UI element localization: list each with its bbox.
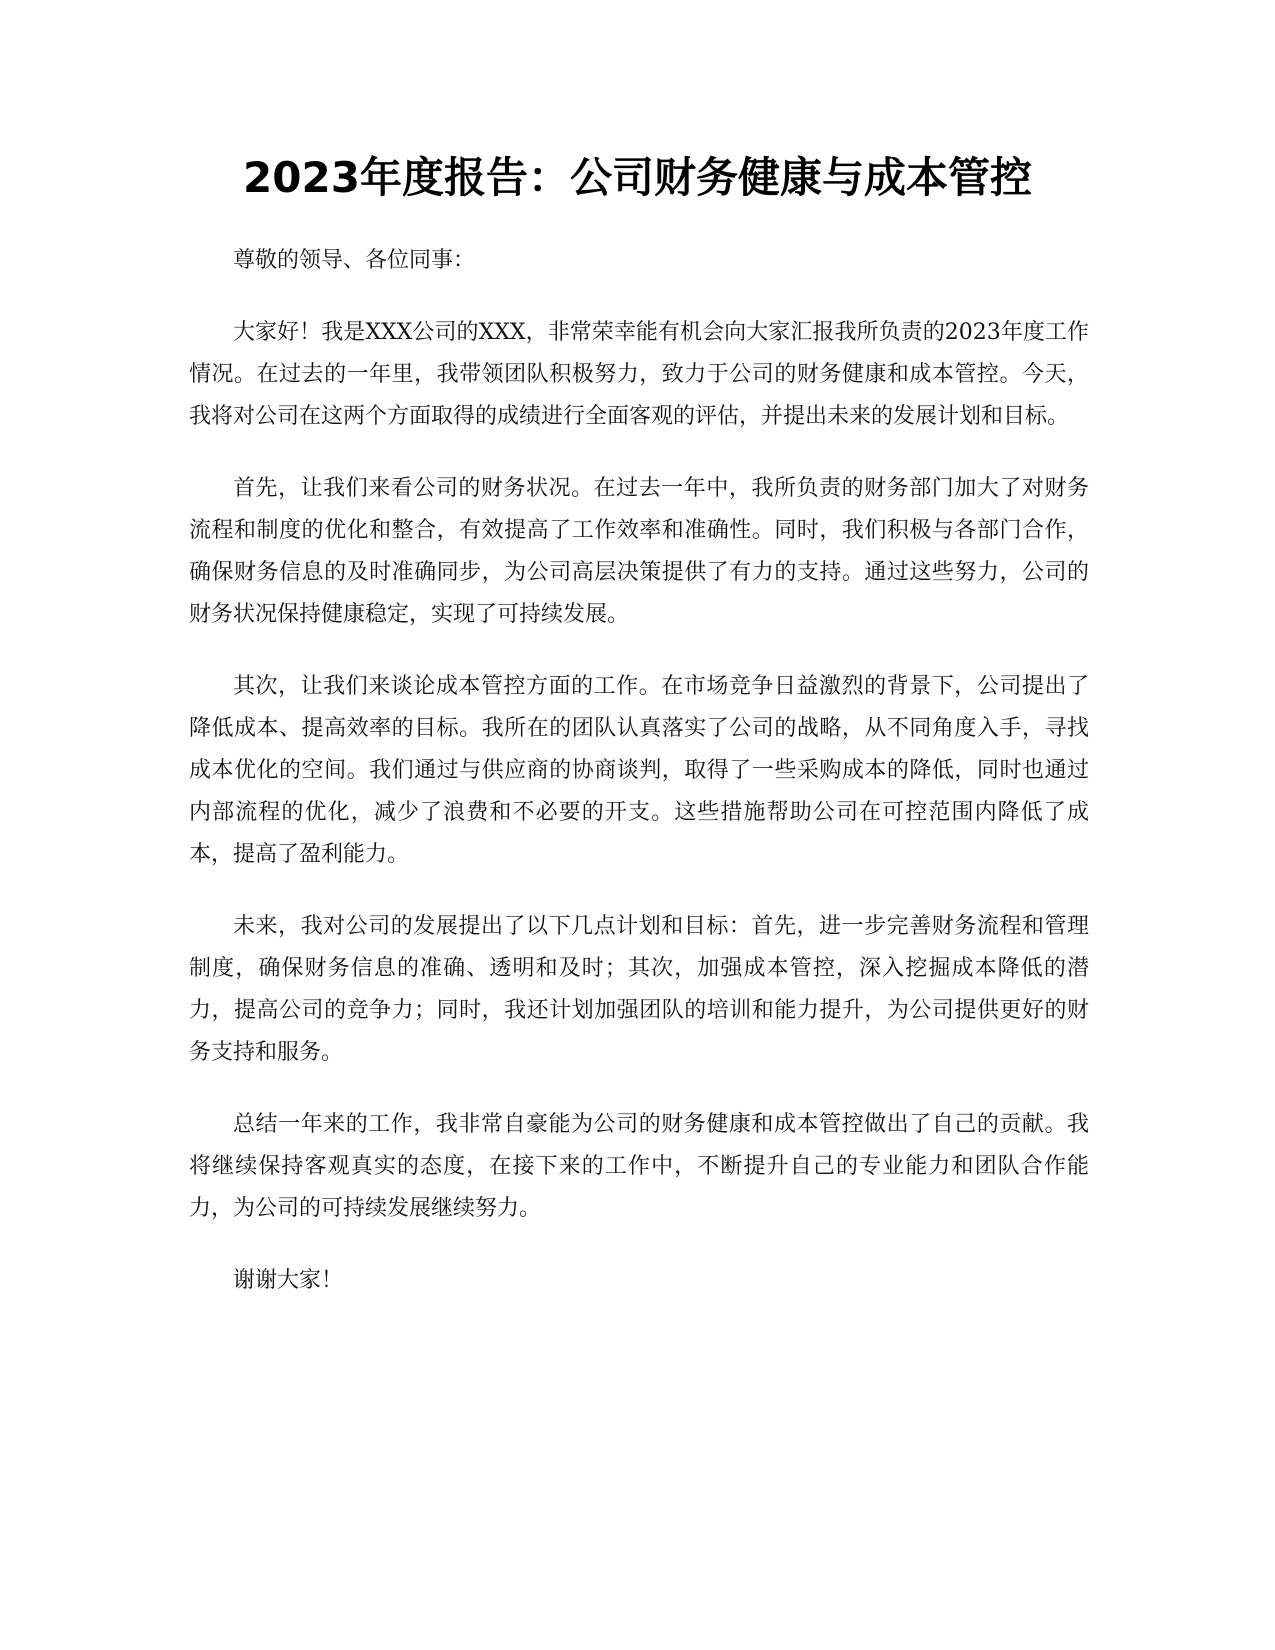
thanks-paragraph: 谢谢大家！ — [233, 1268, 344, 1293]
financial-status-paragraph: 首先，让我们来看公司的财务状况。在过去一年中，我所负责的财务部门加大了对财务流程和制度的优化和整合，有效提高了工作效率和准确性。同时，我们积极与各部门合作，确保财务信息的及时准确同步，为公司高层决策提供了有力的支持。通过这些努力，公司的财务状况保持健康稳定，实现了可持续发展。 — [189, 476, 1089, 627]
cost-control-paragraph: 其次，让我们来谈论成本管控方面的工作。在市场竞争日益激烈的背景下，公司提出了降低成本、提高效率的目标。我所在的团队认真落实了公司的战略，从不同角度入手，寻找成本优化的空间。我们通过与供应商的协商谈判，取得了一些采购成本的降低，同时也通过内部流程的优化，减少了浪费和不必要的开支。这些措施帮助公司在可控范围内降低了成本，提高了盈利能力。 — [189, 674, 1089, 867]
greeting-paragraph: 大家好！我是XXX公司的XXX，非常荣幸能有机会向大家汇报我所负责的2023年度工作情况。在过去的一年里，我带领团队积极努力，致力于公司的财务健康和成本管控。今天，我将对公司在这两个方面取得的成绩进行全面客观的评估，并提出未来的发展计划和目标。 — [189, 320, 1089, 429]
document-body — [189, 240, 1089, 1332]
salutation-paragraph: 尊敬的领导、各位同事： — [233, 248, 476, 273]
future-plan-paragraph: 未来，我对公司的发展提出了以下几点计划和目标：首先，进一步完善财务流程和管理制度，确保财务信息的准确、透明和及时；其次，加强成本管控，深入挖掘成本降低的潜力，提高公司的竞争力；同时，我还计划加强团队的培训和能力提升，为公司提供更好的财务支持和服务。 — [189, 914, 1089, 1065]
summary-paragraph: 总结一年来的工作，我非常自豪能为公司的财务健康和成本管控做出了自己的贡献。我将继续保持客观真实的态度，在接下来的工作中，不断提升自己的专业能力和团队合作能力，为公司的可持续发展继续努力。 — [189, 1112, 1089, 1221]
document-title: 2023年度报告：公司财务健康与成本管控 — [243, 153, 1032, 202]
